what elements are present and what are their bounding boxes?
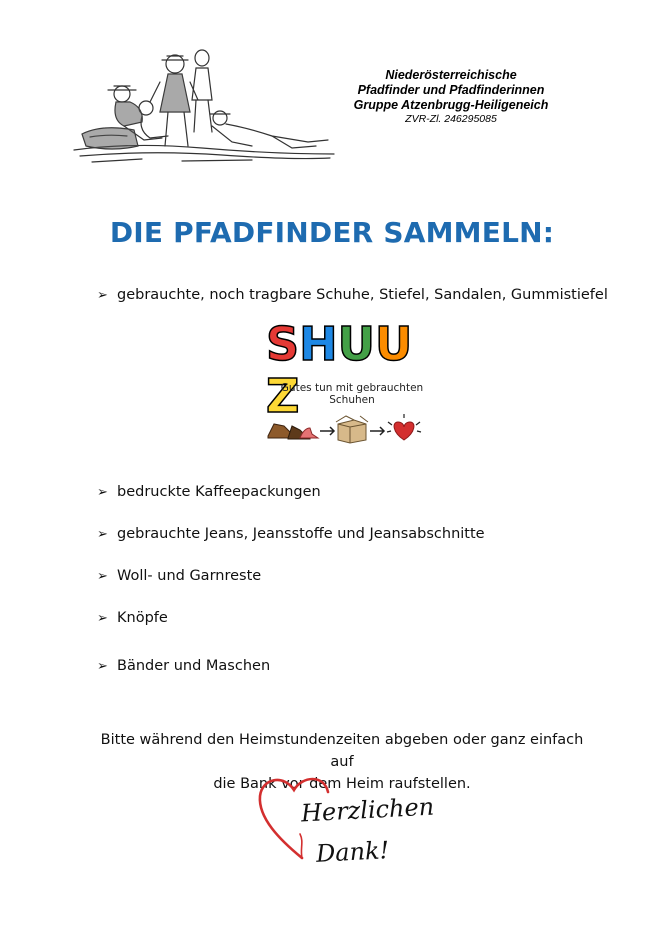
shuuz-letter: U — [337, 317, 375, 371]
arrow-bullet-icon: ➢ — [97, 611, 108, 626]
shuuz-letter: H — [299, 317, 338, 371]
list-item-text: gebrauchte Jeans, Jeansstoffe und Jeansabschnitte — [117, 526, 485, 542]
registration-number: ZVR-Zl. 246295085 — [405, 113, 497, 125]
shoes-to-heart-icon — [266, 412, 436, 444]
list-item-text: Knöpfe — [117, 610, 168, 626]
shuuz-tagline: Gutes tun mit gebrauchten Schuhen — [280, 382, 424, 406]
shuuz-letter: U — [375, 317, 413, 371]
list-item — [97, 287, 608, 303]
list-item-text: gebrauchte, noch tragbare Schuhe, Stiefel, Sandalen, Gummistiefel — [117, 287, 608, 303]
arrow-bullet-icon: ➢ — [97, 569, 108, 584]
list-item — [97, 526, 485, 542]
list-item-text: Bänder und Maschen — [117, 658, 271, 674]
scouts-sketch-icon — [72, 42, 340, 167]
page-title: DIE PFADFINDER SAMMELN: — [109, 216, 555, 249]
arrow-bullet-icon: ➢ — [97, 288, 108, 303]
arrow-bullet-icon: ➢ — [97, 485, 108, 500]
shuuz-letter: S — [266, 317, 300, 371]
list-item-text: Woll- und Garnreste — [117, 568, 262, 584]
list-item — [97, 568, 261, 584]
list-item — [97, 484, 321, 500]
list-item — [97, 610, 168, 626]
drop-off-note-line-2: die Bank vor dem Heim raufstellen. — [213, 776, 471, 792]
thanks-line-1: Herzlichen — [300, 792, 435, 828]
arrow-bullet-icon: ➢ — [97, 527, 108, 542]
thanks-line-2: Dank! — [315, 836, 390, 868]
org-line-3: Gruppe Atzenbrugg-Heiligeneich — [353, 98, 549, 112]
org-line-2: Pfadfinder und Pfadfinderinnen — [357, 83, 545, 97]
arrow-bullet-icon: ➢ — [97, 659, 108, 674]
organization-block — [340, 68, 562, 126]
list-item — [97, 658, 270, 674]
list-item-text: bedruckte Kaffeepackungen — [117, 484, 321, 500]
org-line-1: Niederösterreichische — [385, 68, 517, 82]
shuuz-letter: Z — [266, 369, 300, 423]
drop-off-note-line-1: Bitte während den Heimstundenzeiten abgeben oder ganz einfach auf — [100, 732, 584, 770]
